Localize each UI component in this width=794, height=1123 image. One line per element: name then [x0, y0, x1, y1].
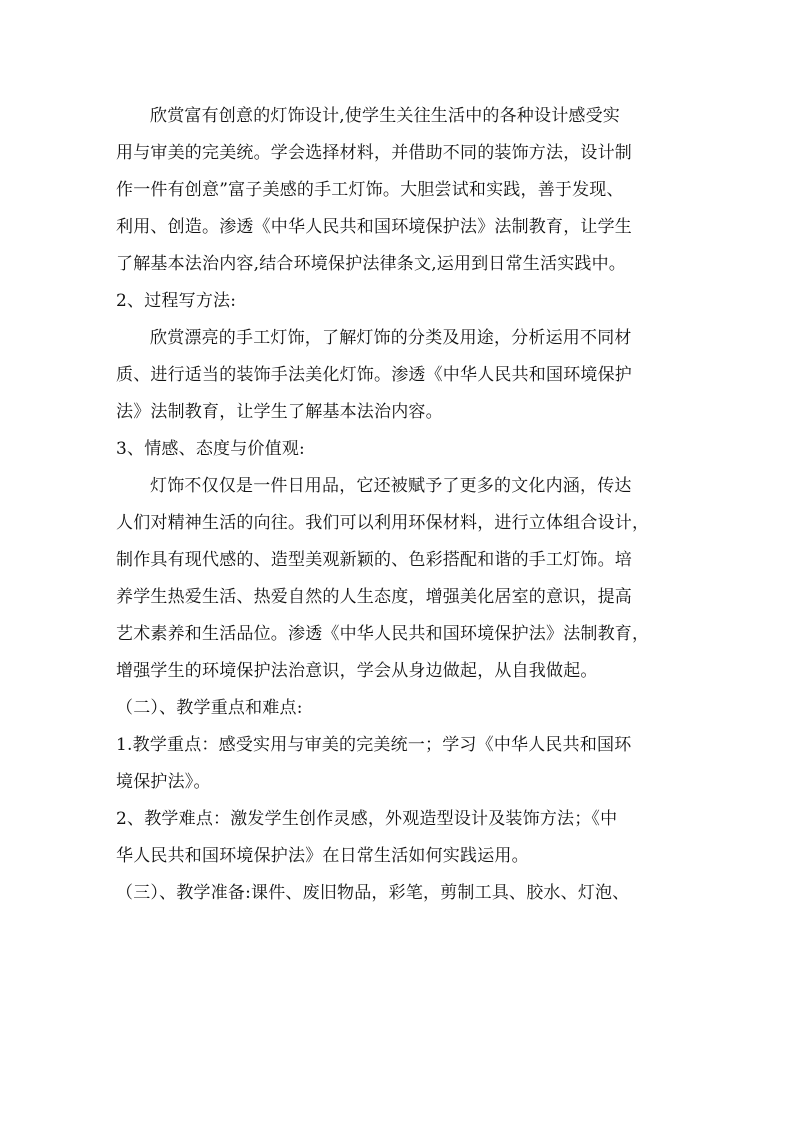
paragraph-line: 作一件有创意”富子美感的手工灯饰。大胆尝试和实践，善于发现、: [116, 180, 624, 200]
paragraph-line: 养学生热爱生活、热爱自然的人生态度，增强美化居室的意识，提高: [116, 587, 632, 607]
paragraph-line: 艺术素养和生活品位。渗透《中华人民共和国环境保护法》法制教育，: [116, 624, 650, 644]
paragraph-line: 1.教学重点：感受实用与审美的完美统一；学习《中华人民共和国环: [116, 735, 632, 755]
paragraph-line: 境保护法》。: [116, 772, 211, 792]
section-heading: （三）、教学准备:课件、废旧物品，彩笔，剪制工具、胶水、灯泡、: [116, 883, 630, 903]
paragraph-line: 用与审美的完美统。学会选择材料，并借助不同的装饰方法，设计制: [116, 143, 632, 163]
paragraph-line: 制作具有现代感的、造型美观新颖的、色彩搭配和谐的手工灯饰。培: [116, 550, 632, 570]
paragraph-line: 华人民共和国环境保护法》在日常生活如何实践运用。: [116, 846, 529, 866]
section-heading: （二）、教学重点和难点:: [116, 698, 303, 718]
paragraph-line: 人们对精神生活的向往。我们可以利用环保材料，进行立体组合设计，: [116, 513, 650, 533]
document-body: [116, 98, 684, 912]
paragraph-line: 增强学生的环境保护法治意识，学会从身边做起，从自我做起。: [116, 661, 598, 681]
paragraph-line: 欣赏漂亮的手工灯饰，了解灯饰的分类及用途，分析运用不同材: [150, 328, 632, 348]
paragraph-line: 法》法制教育，让学生了解基本法治内容。: [116, 402, 443, 422]
paragraph-line: 质、进行适当的装饰手法美化灯饰。渗透《中华人民共和国环境保护: [116, 365, 632, 385]
section-heading: 3、情感、态度与价值观:: [116, 439, 305, 459]
section-heading: 2、过程写方法:: [116, 291, 237, 311]
paragraph-line: 灯饰不仅仅是一件日用品，它还被赋予了更多的文化内涵，传达: [150, 476, 632, 496]
paragraph-line: 利用、创造。渗透《中华人民共和国环境保护法》法制教育，让学生: [116, 217, 632, 237]
paragraph-line: 了解基本法治内容,结合环境保护法律条文,运用到日常生活实践中。: [116, 254, 627, 274]
paragraph-line: 2、教学难点：激发学生创作灵感，外观造型设计及装饰方法；《中: [116, 809, 618, 829]
paragraph-line: 欣赏富有创意的灯饰设计,使学生关往生活中的各种设计感受实: [150, 106, 621, 126]
